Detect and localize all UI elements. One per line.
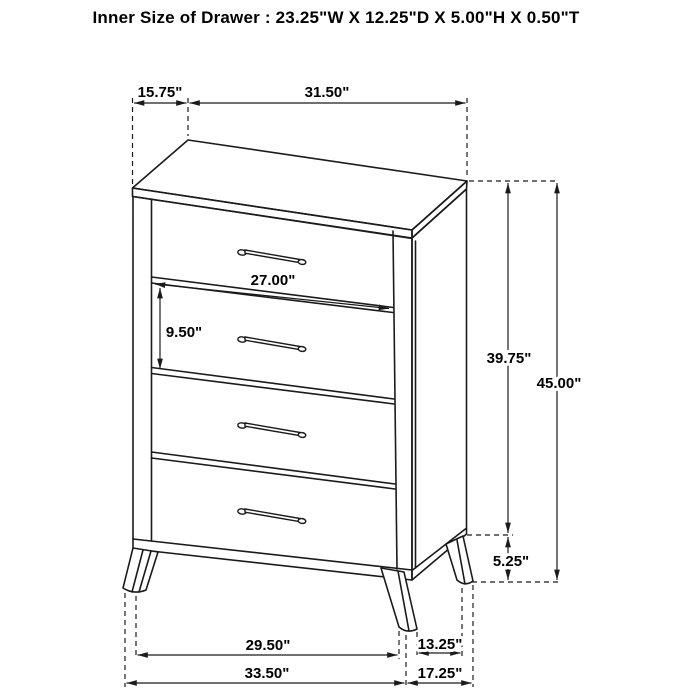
- dim-label-side-leg-inner-span: 13.25": [417, 636, 463, 653]
- drawer-divider-line: [152, 368, 395, 400]
- dim-label-drawer-width: 27.00": [250, 272, 296, 289]
- drawer-divider-line: [152, 374, 395, 405]
- dim-label-overall-height: 45.00": [536, 375, 582, 392]
- dim-label-top-width: 31.50": [304, 84, 350, 101]
- dim-label-drawer-height: 9.50": [165, 324, 203, 341]
- drawer-handle: [237, 249, 306, 265]
- drawer-handle: [237, 336, 306, 352]
- diagram-title: Inner Size of Drawer : 23.25"W X 12.25"D X 5.00"H X 0.50"T: [92, 8, 580, 27]
- dim-label-front-leg-inner-span: 29.50": [245, 637, 291, 654]
- dim-label-cabinet-height: 39.75": [486, 350, 532, 367]
- top-panel-top-face: [133, 140, 468, 230]
- legs: [123, 536, 473, 631]
- drawer-handle: [237, 422, 306, 438]
- drawer-divider-line: [152, 452, 396, 484]
- top-panel-front-face: [133, 188, 413, 238]
- cabinet-side-face: [412, 189, 467, 580]
- dim-label-leg-height: 5.25": [492, 553, 530, 570]
- top-panel-side-face: [412, 181, 467, 238]
- chest-outline: [133, 140, 468, 580]
- back-right-leg: [446, 536, 473, 584]
- dimension-labels: [138, 84, 582, 682]
- drawer-handle: [237, 508, 306, 524]
- dim-label-top-depth: 15.75": [137, 84, 183, 101]
- right-stile-inner-edge: [393, 231, 397, 569]
- drawer-divider-line: [152, 458, 396, 489]
- dim-label-side-leg-outer-span: 17.25": [417, 665, 463, 682]
- dim-label-front-leg-outer-span: 33.50": [244, 665, 290, 682]
- front-bottom-rail-line: [133, 539, 412, 570]
